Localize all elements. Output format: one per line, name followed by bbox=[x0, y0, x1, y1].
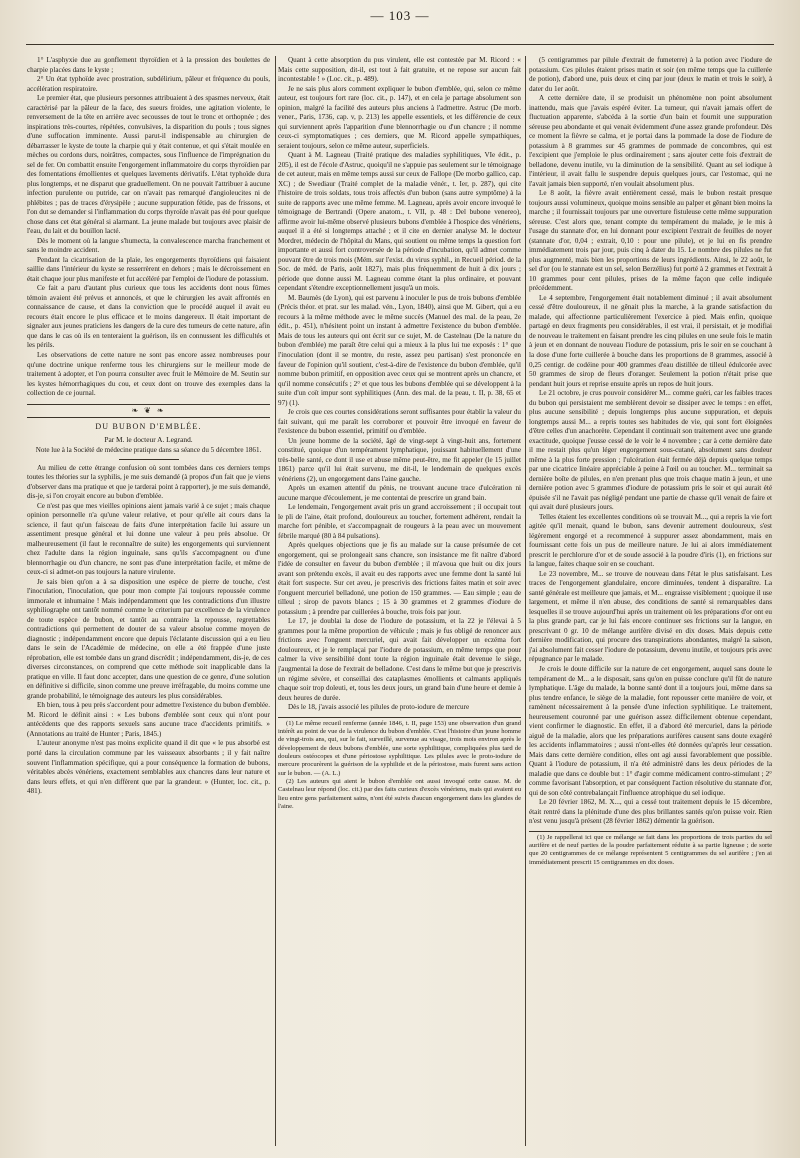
paragraph: Je ne sais plus alors comment expliquer le bubon d'emblée, qui, selon ce même auteur, est toujours fort rare (loc. cit., p. 147), et en cela je partage absolument son opinion, malgré la facilité des auteurs plus anciens à l'admettre. Astruc (De morb. vener., Paris, 1736, cap. v, p. 213) les appelle essentiels, et les différencie de ceux qui surviennent après l'apparition d'une blennorrhagie ou d'un chancre ; il nomme ceux-ci symptomatiques ; ces derniers, que M. Ricord appelle sympathiques, seraient toujours, selon ce même auteur, superficiels. bbox=[278, 84, 521, 150]
article-title: DU BUBON D'EMBLÉE. bbox=[95, 422, 202, 432]
column-3-footnotes bbox=[529, 831, 772, 867]
paragraph: Les observations de cette nature ne sont pas encore assez nombreuses pour qu'une doctrine unique renferme tous les chirurgiens sur le meilleur mode de traitement à adopter, et l'on pourra consulter avec fruit le Mémoire de M. Seutin sur les kystes hémorrhagiques du cou, et ceux dont on trouve des exemples dans la collection de ce journal. bbox=[27, 350, 270, 398]
footnote: (2) Les auteurs qui aient le bubon d'emblée ont aussi invoqué cette cause. M. de Castelnau leur répond (loc. cit.) par des faits curieux d'excès vénériens, mais qui avaient eu lieu entre gens parfaitement sains, n'ont été suivis d'aucun engorgement dans les glandes de l'aine. bbox=[278, 778, 521, 811]
header-rule bbox=[26, 44, 774, 45]
section-ornament: ❧ ❦ ❧ bbox=[27, 404, 270, 419]
paragraph: Le 23 novembre, M... se trouve de nouveau dans l'état le plus satisfaisant. Les traces de l'engorgement glandulaire, encore diminuées, tendent à disparaître. La santé générale est meilleure que jamais, et M... engraisse visiblement ; quoique il use largement, et même il n'en abuse, des conditions de santé si remarquables dans lesquelles il se trouve aujourd'hui après un traitement où les préparations d'or ont eu la plus grande part, car je lui fais encore continuer ses frictions sur la langue, en prescrivant 0 gr. 10 de mélange aurifère divisé en dix doses. Mais depuis cette dernière modification, qui procure des transpirations abondantes, malgré la saison, j'ai absolument fait cesser l'iodure de potassium, devenu inutile, et toujours pris avec répugnance par le malade. bbox=[529, 569, 772, 664]
paragraph: Telles étaient les excellentes conditions où se trouvait M..., qui a repris la vie fort agitée qu'il menait, quand le bubon, sans devenir autrement douloureux, s'est légèrement engorgé et a recommencé à suppurer assez abondamment, mais en fournissant cette fois un pus de meilleure nature. Je lui ai alors immédiatement prescrit le perchlorure d'or et de soude associé à la poudre d'iris (1), en frictions sur la langue, faites chaque soir en se couchant. bbox=[529, 512, 772, 569]
column-3-paragraphs bbox=[529, 56, 772, 827]
page-number: — 103 — bbox=[370, 8, 430, 23]
column-divider bbox=[525, 56, 526, 1146]
paragraph: Je crois que ces courtes considérations seront suffisantes pour établir la valeur du fait suivant, qui me paraît les corroborer et pouvoir être invoqué en faveur de l'existence du bubon essentiel, primitif ou d'emblée. bbox=[278, 408, 521, 436]
paragraph: M. Baumès (de Lyon), qui est parvenu à inoculer le pus de trois bubons d'emblée (Précis théor. et prat. sur les malad. vén., Lyon, 1840), ainsi que M. Gibert, qui a eu recours à la même méthode avec le même succès (Manuel des mal. de la peau, 2e édit., p. 451), n'hésitent point un instant à admettre l'existence du bubon d'emblée. Mais de tous les auteurs qui ont écrit sur ce sujet, M. de Castelnau (De la nature du bubon d'emblée) me paraît être celui qui a mieux à la plus lui tue exposés : 1° que l'inoculation (dont il se montre, du reste, assez peu partisan) s'est prononcée en faveur de l'opinion qu'il soutient, c'est-à-dire de l'existence du bubon d'emblée, qu'il nomme bubon primitif, en opposition avec ceux qui se montrent après un chancre, et qu'il nomme consécutifs ; 2° et que tous les bubons d'emblée qui se développent à la suite d'un coït impur sont syphilitiques (Ann. des mal. de la peau, t. II, p. 38, 65 et 97) (1). bbox=[278, 293, 521, 407]
column-2-footnotes bbox=[278, 717, 521, 812]
article-note: Note lue à la Société de médecine pratique dans sa séance du 5 décembre 1861. bbox=[35, 445, 262, 454]
footnote: (1) Le même recueil renferme (année 1846, t. II, page 153) une observation d'un grand intérêt au point de vue de la virulence du bubon d'emblée. C'est l'histoire d'un jeune homme de vingt-trois ans, qui, sur le fait, surveillé, survenue au visage, trois mois environ après le développement de deux bubons d'emblée, une sorte syphilitique, compliquées plus tard de douleurs ostéocopes et d'une périostose syphilitique. Les pilules avec le proto-iodure de mercure procurèrent la guérison de la syphilide et de la périostose, mais furent sans action sur le bubon. — (A. L.) bbox=[278, 719, 521, 777]
paragraph: A cette dernière date, il se produisit un phénomène non point absolument inattendu, mais que j'avais espéré éviter. La tumeur, qui n'avait jamais offert de fluctuation apparente, s'abcéda à la sortie d'un bain et fournit une suppuration séreuse peu abondante et qui venait évidemment d'une assez grande profondeur. Dès ce moment la fièvre se calma, et je portai dans la pommade la dose de l'iodure de potassium à 8 grammes sur 45 grammes de pommade de concombres, qui est l'excipient que j'emploie le plus ordinairement ; sans ajouter cette fois d'extrait de belladone, devenu inutile, vu la diminution de la sensibilité. Quant au sel iodique à l'intérieur, il avait fallu le suspendre depuis quelques jours, car l'estomac, qui ne l'avait jamais bien supporté, n'en voulait absolument plus. bbox=[529, 94, 772, 188]
paragraph: Je crois le doute difficile sur la nature de cet engorgement, auquel sans doute le tempérament de M... a le disposait, sans qu'on en puisse conclure qu'il fût de nature lymphatique. L'âge du malade, la bonne santé dont il a toujours joui, même dans sa plus tendre enfance, le siège de la maladie, font repousser cette manière de voir, et ramènent nécessairement à la pensée d'une infection syphilitique. Le traitement, heureusement couronné par une guérison assez difficilement obtenue cependant, vient confirmer le diagnostic. En effet, il a d'abord été mercuriel, dans la période aiguë de la maladie, alors que les préparations aurifères causent sans doute exagéré les accidents inflammatoires ; aussi n'ont-elles été données qu'après leur cessation. Mais dans cette dernière condition, elles ont agi aussi favorablement que possible. Quant à l'iodure de potassium, il n'a été administré dans les deux périodes de la maladie que dans ce double but : 1° d'agir comme médicament contro-stimulant ; 2° comme favorisant l'absorption, et par conséquent l'action résolutive du stannate d'or, qui de son côté contrebalançait l'influence atrophique du sel iodique. bbox=[529, 665, 772, 797]
paragraph: Le 17, je doublai la dose de l'iodure de potassium, et la 22 je l'élevai à 5 grammes pour la même proportion de véhicule ; mais je fus obligé de renoncer aux frictions avec l'onguent mercuriel, qui avait fait développer un eczéma fort douloureux, et je le remplaçai par l'iodure de potassium, en même temps que pour calmer la vive sensibilité dont toute la région inguinale était devenue le siège, j'augmentai la dose de l'extrait de belladone. C'est dans le même but que je prescrivis un régime sévère, et conseillai des cataplasmes émollients et calmants appliqués chaque soir trop doleuti, et, tous les deux jours, un grand bain d'une heure et demie à deux heures de durée. bbox=[278, 617, 521, 702]
paragraph: Quant à M. Lagneau (Traité pratique des maladies syphilitiques, VIe édit., p. 205), il est de l'école d'Astruc, quoiqu'il ne s'appuie pas seulement sur le témoignage de cet auteur, mais en même temps aussi sur ceux de Fallope (De morbo gallico, cap. XC) ; de Swediaur (Traité complet de la maladie vénér., t. Ier, p. 287), qui cite l'histoire de trois soldats, tous trois affectés d'un bubon (sans autre symptôme) à la suite de rapports avec une même femme. M. Lagneau, après avoir encore invoqué le témoignage de Bertrandi (Opere anatom., t. VII, p. 48 : Del bubone venereo), affirme avoir lui-même observé plusieurs bubons d'emblée à l'hospice des vénériens, auquel il a été si longtemps attaché ; et il cite en dernier analyse M. le docteur Mordret, médecin de l'hôpital du Mans, qui soutient ou même temps la question fort importante et aussi fort controversée de la période d'incubation, qu'il admet comme pouvant être de trois mois (Mém. sur l'exist. du virus syphil., in Recueil périod. de la Soc. de méd. de Paris, août 1827), mais plus fréquemment de huit à dix jours ; période que donne aussi M. Lagneau comme étant la plus ordinaire, et pouvant cependant s'étendre exceptionnellement jusqu'à un mois. bbox=[278, 151, 521, 293]
paragraph: Le 4 septembre, l'engorgement était notablement diminué ; il avait absolument cessé d'être douloureux, il ne gênait plus la marche, à la grande satisfaction du malade, qui affectionne particulièrement l'exercice à pied. Mais enfin, quoique partagé en deux fragments peu considérables, il est vrai, il persistait, et je modifiai de nouveau le traitement en faisant prendre les cinq pilules en une seule fois le matin à jeun et en donnant de nouveau l'iodure de potassium, pris le soir en se couchant à la dose d'une forte cuillerée à bouche dans les proportions de 8 grammes, associé à 0,25 centigr. de codéine pour 400 grammes d'eau distillée de tilleul édulcorée avec 50 grammes de sirop de fleurs d'oranger. Seulement la potion n'était prise que pendant huit jours et reprise ensuite après un repos de huit jours. bbox=[529, 293, 772, 388]
paragraph: Le premier état, que plusieurs personnes attribuaient à des spasmes nerveux, était caractérisé par la pâleur de la face, des sueurs froides, une agitation violente, le renversement de la tête en arrière avec secousses de tout le tronc et orthopnée ; des inspirations très-courtes, répétées, convulsives, la disparition du pouls ; tous signes d'une suffocation imminente. Aussi parut-il indispensable au chirurgien de débarrasser le kyste de toute la charpie qui y était contenue, et qui s'était moulée en mèches ou cordons durs, noirâtres, compactes, sous l'influence de l'imprégnation du sel de fer. On combattit ensuite l'engorgement inflammatoire du corps thyroïdien par des fomentations émollientes et quelques lavements dérivatifs. L'état typhoïde dura plus longtemps, et ne disparut que graduellement. On ne pouvait l'attribuer à aucune infection purulente ou putride, car on n'avait pas remarqué d'angioleucites ni de phlébites ; pas de traces d'érysipèle ; aucune suppuration fétide, pas de frissons, et l'on dut se demander si l'inflammation du corps thyroïde n'avait pas été pour quelque chose dans cet état général si alarmant. La jeune malade but toujours avec plaisir de l'eau, du lait et du bouillon lacté. bbox=[27, 94, 270, 236]
short-rule bbox=[119, 459, 179, 460]
paragraph: Au milieu de cette étrange confusion où sont tombées dans ces derniers temps toutes les théories sur la syphilis, je me suis demandé (à propos d'un fait que je viens d'observer dans ma pratique et que je tarderai point à rapporter), je me suis demandé, dis-je, si l'on croyait encore au bubon d'emblée. bbox=[27, 463, 270, 501]
paragraph: (5 centigrammes par pilule d'extrait de fumeterre) à la potion avec l'iodure de potassium. Ces pilules étaient prises matin et soir (en même temps que la cuillerée de potion), d'abord une, puis deux et cinq par jour (deux le matin et trois le soir), à dater du 1er août. bbox=[529, 56, 772, 93]
column-1 bbox=[27, 56, 270, 1151]
paragraph: Ce fait a paru d'autant plus curieux que tous les accidents dont nous fûmes témoin avaient été prévus et annoncés, et que le chirurgien les avait affrontés en connaissance de cause, et dans la conviction que le procédé auquel il avait eu recours était encore le plus efficace et le moins dangereux. Il était important de signaler aux jeunes praticiens les dangers de la cure des tumeurs de cette nature, afin que dans le cas où ils en tenteraient la guérison, ils en connussent les difficultés et les périls. bbox=[27, 284, 270, 350]
paragraph: Le lendemain, l'engorgement avait pris un grand accroissement ; il occupait tout le pli de l'aine, était profond, douloureux au toucher, fortement adhérent, rendait la marche fort pénible, et s'accompagnait de rougeurs à la peau avec un mouvement fébrile marqué (80 à 84 pulsations). bbox=[278, 503, 521, 540]
paragraph: Après quelques objections que je fis au malade sur la cause présumée de cet engorgement, qui se prolongeait sans chancre, son insistance me fit naître d'abord l'idée de consulter en faveur du bubon d'emblée ; il m'avoua que huit ou dix jours avant son prétendu excès, il avait eu des rapports avec une femme dont la santé lui était fort suspecte. Sur cet aveu, je prescrivis des frictions faites matin et soir avec l'onguent mercuriel belladoné, une potion de 150 grammes. — Eau simple ; eau de tilleul ; sirop de pavots blancs ; 15 à 30 grammes et 2 grammes d'iodure de potassium ; à prendre par cuillerées à bouche, trois fois par jour. bbox=[278, 541, 521, 616]
paragraph: Dès le moment où la langue s'humecta, la convalescence marcha franchement et sans le moindre accident. bbox=[27, 236, 270, 255]
paragraph: 2° Un état typhoïde avec prostration, subdélirium, pâleur et fréquence du pouls, accélération respiratoire. bbox=[27, 75, 270, 93]
article-byline: Par M. le docteur A. Legrand. bbox=[104, 434, 193, 444]
paragraph: Dès le 18, j'avais associé les pilules de proto-iodure de mercure bbox=[288, 703, 470, 712]
footnote: (1) Je rappellerai ici que ce mélange se fait dans les proportions de trois parties du sel aurifère et de neuf parties de la poudre parfaitement réduite à sa partie ligneuse ; de sorte que 20 centigrammes de ce mélange représentent 5 centigrammes du sel aurifère ; j'en ai immédiatement prescrit 15 centigrammes en dix doses. bbox=[529, 833, 772, 866]
paragraph: Le 21 octobre, je crus pouvoir considérer M... comme guéri, car les faibles traces du bubon qui persistaient me semblèrent devoir se dissiper avec le temps : en effet, plus aucune sensibilité ; depuis longtemps plus aucune suppuration, et depuis longtemps aussi M... a repris toutes ses habitudes de vie, qui sont fort éloignées d'être celles d'un anachorète. Cependant il continuait son traitement avec une grande exactitude, quoique j'eusse cessé de le voir le 4 novembre ; car à cette dernière date il me restait plus qu'un léger engorgement sous-cutané, absolument sans douleur même à la plus forte pression ; l'ulcération était fermée déjà depuis quelque temps par une cicatrice linéaire appréciable à peine à l'œil ou au toucher. M... terminait sa dernière boîte de pilules, en n'en prenant plus que trois chaque matin à jeun, et une dernière potion avec 5 grammes d'iodure de potassium pris le soir et qui aurait été épuisée s'il ne l'avait pas négligé pendant une partie de chasse qu'il venait de faire et qui avait duré plusieurs jours. bbox=[529, 389, 772, 512]
paragraph: Quant à cette absorption du pus virulent, elle est contestée par M. Ricord : « Mais cette supposition, dit-il, est tout à fait gratuite, et ne repose sur aucun fait incontestable ! » (Loc. cit., p. 489). bbox=[278, 56, 521, 84]
paragraph: Le 20 février 1862, M. X..., qui a cessé tout traitement depuis le 15 décembre, était rentré dans la plénitude d'une des plus brillantes santés qu'on puisse voir. Rien n'est venu jusqu'à présent (28 février 1862) démentir la guérison. bbox=[529, 798, 772, 826]
column-1-article-body bbox=[27, 464, 270, 797]
paragraph: 1° L'asphyxie due au gonflement thyroïdien et à la pression des boulettes de charpie placées dans le kyste ; bbox=[27, 56, 270, 74]
paragraph: Un jeune homme de la société, âgé de vingt-sept à vingt-huit ans, fortement constitué, quoique d'un tempérament lymphatique, jouissant habituellement d'une très-belle santé, ce dont il use et abuse même peut-être, me fit appeler (le 15 juillet 1861) parce qu'il lui était survenu, me dit-il, le lendemain de quelques excès vénériens (2), un engorgement dans l'aine gauche. bbox=[278, 436, 521, 483]
column-1-paragraphs bbox=[27, 56, 270, 399]
column-divider bbox=[275, 56, 276, 1146]
paragraph: L'auteur anonyme n'est pas moins explicite quand il dit que « le pus absorbé est porté dans la circulation commune par les vaisseaux absorbants ; il y fait naître souvent l'inflammation spécifique, qui a pour conséquence la formation de bubons, véritables abcès vénériens, exactement semblables aux chancres dans leur nature et dans leurs effets, et qui n'en diffèrent que par la grandeur. » (Hunter, loc. cit., p. 481). bbox=[27, 739, 270, 796]
paragraph: Ce n'est pas que mes vieilles opinions aient jamais varié à ce sujet ; mais chaque opinion personnelle n'a qu'une valeur relative, et pour qu'elle ait cours dans la science, il faut qu'un faisceau de faits d'une interprétation facile lui assure un assentiment presque général et lui donne une valeur à peu près absolue. Or malheureusement (il faut le reconnaître de suite) les engorgements qui surviennent chez l'adulte dans la région inguinale, sans qu'ils s'accompagnent ou d'une blennorrhagie ou d'un chancre, ne sont pas d'une interprétation facile, et même de ceux-ci si admet-on pas toujours la nature virulente. bbox=[27, 501, 270, 577]
paragraph: Pendant la cicatrisation de la plaie, les engorgements thyroïdiens qui faisaient saillie dans l'intérieur du kyste se resserrèrent en dehors ; mais le décroissement en était chaque jour plus manifeste et fut accéléré par l'emploi de l'iodure de potassium. bbox=[27, 255, 270, 283]
paragraph: Je sais bien qu'on a à sa disposition une espèce de pierre de touche, c'est l'inoculation, l'inoculation, que pour mon compte j'ai toujours repoussée comme immorale et inhumaine ! Mais indépendamment que les contradictions d'un illustre syphiliographe ont tantôt nommé comme le criterium par excellence de la virulence de toute espèce de bubon, et tantôt au contraire la repousse, regrettables contradictions qui permettent de douter de sa valeur absolue comme moyen de diagnostic ; indépendamment encore que depuis l'éclatante discussion qui a eu lieu dans le sein de l'Académie de médecine, on elle a été frappée d'une juste réprobation, elle est tombée dans un grand discrédit ; indépendamment, dis-je, de ces diverses circonstances, on comprend que cette méthode soit inapplicable dans la pratique en ville. Il faut donc accepter, dans une question de ce genre, d'une solution en définitive si difficile, sinon comme une preuve irréfragable, du moins comme une grande probabilité, le témoignage des auteurs les plus considérables. bbox=[27, 577, 270, 700]
paragraph: Après un examen attentif du pénis, ne trouvant aucune trace d'ulcération ni aucune marque d'écoulement, je me contentai de prescrire un grand bain. bbox=[278, 484, 521, 502]
paragraph: Le 8 août, la fièvre avait entièrement cessé, mais le bubon restait presque toujours aussi volumineux, quoique moins sensible au palper et gênant bien moins la marche ; il fournissait toujours par une ouverture fistuleuse cette même suppuration séreuse. C'est alors que, tenant compte du tempérament du malade, je le mis à l'usage du stannate d'or, en lui donnant pour excipient l'extrait de feuilles de noyer (stannate d'or, 0,04 ; extrait, 0,10 : pour une pilule), et je lui en fis prendre immédiatement trois par jour, puis cinq à dater du 15. Le nombre des pilules ne fut plus augmenté, mais bien les proportions de leurs ingrédients. Ainsi, le 22 août, le sel d'or (ou le stannate est un sel, selon Berzélius) fut porté à 2 grammes et l'extrait à 10 grammes pour cent pilules, prises de la même façon que celle indiquée précédemment. bbox=[529, 189, 772, 293]
column-2 bbox=[278, 56, 521, 1151]
column-2-paragraphs bbox=[278, 56, 521, 713]
column-3 bbox=[529, 56, 772, 1151]
paragraph: Eh bien, tous à peu près s'accordent pour admettre l'existence du bubon d'emblée. M. Ricord le définit ainsi : « Les bubons d'emblée sont ceux qui n'ont pour antécédents que des rapports sexuels sans aucune trace d'accidents primitifs. » (Annotations au traité de Hunter ; Paris, 1845.) bbox=[27, 701, 270, 738]
